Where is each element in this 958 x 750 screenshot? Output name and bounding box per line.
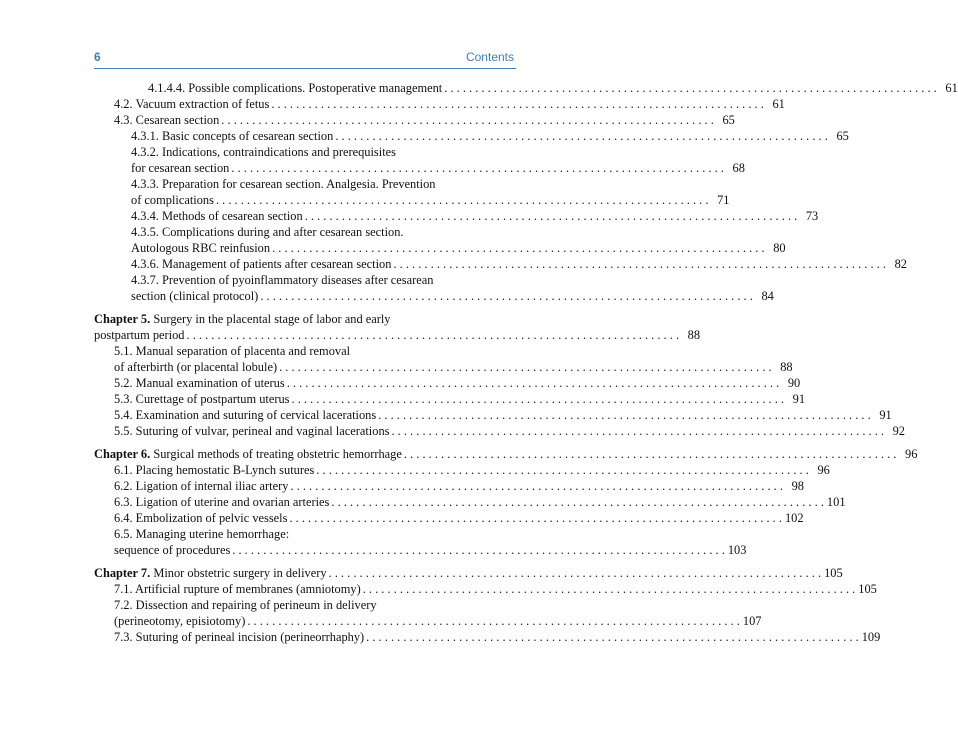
leader-dots: . . . . . . . . . . . . . . . . . . . . . . . . . . . . . . . . . . . . . . . . . . . . . . . . . . . . . . . . . . . . . . . . . . . . . . . . . . . . . . . . [272,241,765,255]
leader-dots: . . . . . . . . . . . . . . . . . . . . . . . . . . . . . . . . . . . . . . . . . . . . . . . . . . . . . . . . . . . . . . . . . . . . . . . . . . . . . . . . [291,392,785,406]
spacer [94,558,516,565]
toc-entry: of complications . . . . . . . . . . . . . . . . . . . . . . . . . . . . . . . . . . . . . . . . . . . . . . . . . . . . . . . . . . . . . . . . . . . . . . . . . . . . . . . . 71 [131,193,730,207]
toc-page: 82 [894,257,907,271]
leader-dots: . . . . . . . . . . . . . . . . . . . . . . . . . . . . . . . . . . . . . . . . . . . . . . . . . . . . . . . . . . . . . . . . . . . . . . . . . . . . . . . . [221,113,714,127]
leader-dots: . . . . . . . . . . . . . . . . . . . . . . . . . . . . . . . . . . . . . . . . . . . . . . . . . . . . . . . . . . . . . . . . . . . . . . . . . . . . . . . . [232,543,725,557]
leader-dots: . . . . . . . . . . . . . . . . . . . . . . . . . . . . . . . . . . . . . . . . . . . . . . . . . . . . . . . . . . . . . . . . . . . . . . . . . . . . . . . . [279,360,772,374]
leader-dots: . . . . . . . . . . . . . . . . . . . . . . . . . . . . . . . . . . . . . . . . . . . . . . . . . . . . . . . . . . . . . . . . . . . . . . . . . . . . . . . . [393,257,886,271]
toc-entry-line: 4.3.3. Preparation for cesarean section. Analgesia. Prevention [131,177,436,191]
chapter-heading: Chapter 7. Minor obstetric surgery in delivery . . . . . . . . . . . . . . . . . . . . . . . . . . . . . . . . . . . . . . . . . . . . . . . . . . . . . . . . . . . . . . . . . . . . . . . . . . . . . . . . 105 [94,566,843,580]
toc-entry: 6.4. Embolization of pelvic vessels . . . . . . . . . . . . . . . . . . . . . . . . . . . . . . . . . . . . . . . . . . . . . . . . . . . . . . . . . . . . . . . . . . . . . . . . . . . . . . . . 102 [114,511,804,525]
toc-entry: 7.1. Artificial rupture of membranes (amniotomy) . . . . . . . . . . . . . . . . . . . . . . . . . . . . . . . . . . . . . . . . . . . . . . . . . . . . . . . . . . . . . . . . . . . . . . . . . . . . . . . . 105 [114,582,877,596]
toc-page: 109 [861,630,881,644]
toc-entry: 7.3. Suturing of perineal incision (perineorrhaphy) . . . . . . . . . . . . . . . . . . . . . . . . . . . . . . . . . . . . . . . . . . . . . . . . . . . . . . . . . . . . . . . . . . . . . . . . . . . . . . . . 109 [114,630,881,644]
toc-entry: 4.2. Vacuum extraction of fetus . . . . . . . . . . . . . . . . . . . . . . . . . . . . . . . . . . . . . . . . . . . . . . . . . . . . . . . . . . . . . . . . . . . . . . . . . . . . . . . . 61 [114,97,785,111]
spacer [94,304,516,311]
toc-page: 92 [892,424,905,438]
leader-dots: . . . . . . . . . . . . . . . . . . . . . . . . . . . . . . . . . . . . . . . . . . . . . . . . . . . . . . . . . . . . . . . . . . . . . . . . . . . . . . . . [289,511,782,525]
toc-page: 88 [780,360,793,374]
toc-entry-line: 5.1. Manual separation of placenta and removal [114,344,351,358]
leader-dots: . . . . . . . . . . . . . . . . . . . . . . . . . . . . . . . . . . . . . . . . . . . . . . . . . . . . . . . . . . . . . . . . . . . . . . . . . . . . . . . . [378,408,871,422]
toc-entry: 5.4. Examination and suturing of cervical lacerations . . . . . . . . . . . . . . . . . . . . . . . . . . . . . . . . . . . . . . . . . . . . . . . . . . . . . . . . . . . . . . . . . . . . . . . . . . . . . . . . 91 [114,408,892,422]
page-number: 6 [94,50,101,64]
toc-page: 84 [761,289,774,303]
running-header [94,50,514,68]
toc-page: 65 [722,113,735,127]
toc-page: 98 [791,479,804,493]
toc-entry: section (clinical protocol) . . . . . . . . . . . . . . . . . . . . . . . . . . . . . . . . . . . . . . . . . . . . . . . . . . . . . . . . . . . . . . . . . . . . . . . . . . . . . . . . 84 [131,289,774,303]
leader-dots: . . . . . . . . . . . . . . . . . . . . . . . . . . . . . . . . . . . . . . . . . . . . . . . . . . . . . . . . . . . . . . . . . . . . . . . . . . . . . . . . [444,81,937,95]
chapter-heading: Chapter 5. Surgery in the placental stage of labor and early [94,312,391,326]
toc-entry: 4.3.4. Methods of cesarean section . . . . . . . . . . . . . . . . . . . . . . . . . . . . . . . . . . . . . . . . . . . . . . . . . . . . . . . . . . . . . . . . . . . . . . . . . . . . . . . . 73 [131,209,819,223]
toc-entry: for cesarean section . . . . . . . . . . . . . . . . . . . . . . . . . . . . . . . . . . . . . . . . . . . . . . . . . . . . . . . . . . . . . . . . . . . . . . . . . . . . . . . . 68 [131,161,745,175]
leader-dots: . . . . . . . . . . . . . . . . . . . . . . . . . . . . . . . . . . . . . . . . . . . . . . . . . . . . . . . . . . . . . . . . . . . . . . . . . . . . . . . . [260,289,753,303]
section-title: Contents [465,50,514,64]
toc-entry: (perineotomy, episiotomy) . . . . . . . . . . . . . . . . . . . . . . . . . . . . . . . . . . . . . . . . . . . . . . . . . . . . . . . . . . . . . . . . . . . . . . . . . . . . . . . . 107 [114,614,762,628]
toc-entry: 5.2. Manual examination of uterus . . . . . . . . . . . . . . . . . . . . . . . . . . . . . . . . . . . . . . . . . . . . . . . . . . . . . . . . . . . . . . . . . . . . . . . . . . . . . . . . 90 [114,376,801,390]
leader-dots: . . . . . . . . . . . . . . . . . . . . . . . . . . . . . . . . . . . . . . . . . . . . . . . . . . . . . . . . . . . . . . . . . . . . . . . . . . . . . . . . [304,209,798,223]
leader-dots: . . . . . . . . . . . . . . . . . . . . . . . . . . . . . . . . . . . . . . . . . . . . . . . . . . . . . . . . . . . . . . . . . . . . . . . . . . . . . . . . [247,614,740,628]
leader-dots: . . . . . . . . . . . . . . . . . . . . . . . . . . . . . . . . . . . . . . . . . . . . . . . . . . . . . . . . . . . . . . . . . . . . . . . . . . . . . . . . [335,129,828,143]
toc-page: 105 [824,566,843,580]
toc-page: 73 [805,209,819,223]
leader-dots: . . . . . . . . . . . . . . . . . . . . . . . . . . . . . . . . . . . . . . . . . . . . . . . . . . . . . . . . . . . . . . . . . . . . . . . . . . . . . . . . [403,447,897,461]
toc-page: 107 [742,614,762,628]
leader-dots: . . . . . . . . . . . . . . . . . . . . . . . . . . . . . . . . . . . . . . . . . . . . . . . . . . . . . . . . . . . . . . . . . . . . . . . . . . . . . . . . [328,566,822,580]
leader-dots: . . . . . . . . . . . . . . . . . . . . . . . . . . . . . . . . . . . . . . . . . . . . . . . . . . . . . . . . . . . . . . . . . . . . . . . . . . . . . . . . [290,479,783,493]
leader-dots: . . . . . . . . . . . . . . . . . . . . . . . . . . . . . . . . . . . . . . . . . . . . . . . . . . . . . . . . . . . . . . . . . . . . . . . . . . . . . . . . [271,97,764,111]
toc-page: 65 [836,129,849,143]
leader-dots: . . . . . . . . . . . . . . . . . . . . . . . . . . . . . . . . . . . . . . . . . . . . . . . . . . . . . . . . . . . . . . . . . . . . . . . . . . . . . . . . [215,193,709,207]
toc-page: 91 [879,408,892,422]
leader-dots: . . . . . . . . . . . . . . . . . . . . . . . . . . . . . . . . . . . . . . . . . . . . . . . . . . . . . . . . . . . . . . . . . . . . . . . . . . . . . . . . [331,495,824,509]
toc-page: 102 [784,511,804,525]
toc-page: 105 [858,582,877,596]
toc-page: 88 [687,328,701,342]
toc-page: 96 [817,463,830,477]
toc-entry: Autologous RBC reinfusion . . . . . . . . . . . . . . . . . . . . . . . . . . . . . . . . . . . . . . . . . . . . . . . . . . . . . . . . . . . . . . . . . . . . . . . . . . . . . . . . 80 [131,241,786,255]
chapter-heading: Chapter 6. Surgical methods of treating obstetric hemorrhage . . . . . . . . . . . . . . . . . . . . . . . . . . . . . . . . . . . . . . . . . . . . . . . . . . . . . . . . . . . . . . . . . . . . . . . . . . . . . . . . 96 [94,447,918,461]
toc-entry: 5.3. Curettage of postpartum uterus . . . . . . . . . . . . . . . . . . . . . . . . . . . . . . . . . . . . . . . . . . . . . . . . . . . . . . . . . . . . . . . . . . . . . . . . . . . . . . . . 91 [114,392,806,406]
header-rule [94,68,516,69]
toc-page: 90 [787,376,801,390]
leader-dots: . . . . . . . . . . . . . . . . . . . . . . . . . . . . . . . . . . . . . . . . . . . . . . . . . . . . . . . . . . . . . . . . . . . . . . . . . . . . . . . . [391,424,884,438]
toc-page: 80 [773,241,786,255]
chapter-label: Chapter 7. [94,566,151,580]
toc-entry: 6.2. Ligation of internal iliac artery . . . . . . . . . . . . . . . . . . . . . . . . . . . . . . . . . . . . . . . . . . . . . . . . . . . . . . . . . . . . . . . . . . . . . . . . . . . . . . . . 98 [114,479,804,493]
toc-entry-line: 7.2. Dissection and repairing of perineum in delivery [114,598,377,612]
leader-dots: . . . . . . . . . . . . . . . . . . . . . . . . . . . . . . . . . . . . . . . . . . . . . . . . . . . . . . . . . . . . . . . . . . . . . . . . . . . . . . . . [186,328,680,342]
toc-page: 68 [732,161,745,175]
toc-page: 71 [717,193,730,207]
toc-entry-line: 4.3.5. Complications during and after cesarean section. [131,225,404,239]
toc-entry: 4.1.4.4. Possible complications. Postoperative management . . . . . . . . . . . . . . . . . . . . . . . . . . . . . . . . . . . . . . . . . . . . . . . . . . . . . . . . . . . . . . . . . . . . . . . . . . . . . . . . 61 [148,81,958,95]
toc-entry: of afterbirth (or placental lobule) . . . . . . . . . . . . . . . . . . . . . . . . . . . . . . . . . . . . . . . . . . . . . . . . . . . . . . . . . . . . . . . . . . . . . . . . . . . . . . . . 88 [114,360,793,374]
toc-page: 101 [826,495,846,509]
leader-dots: . . . . . . . . . . . . . . . . . . . . . . . . . . . . . . . . . . . . . . . . . . . . . . . . . . . . . . . . . . . . . . . . . . . . . . . . . . . . . . . . [362,582,856,596]
leader-dots: . . . . . . . . . . . . . . . . . . . . . . . . . . . . . . . . . . . . . . . . . . . . . . . . . . . . . . . . . . . . . . . . . . . . . . . . . . . . . . . . [231,161,724,175]
toc-page: 96 [905,447,918,461]
toc-entry: sequence of procedures . . . . . . . . . . . . . . . . . . . . . . . . . . . . . . . . . . . . . . . . . . . . . . . . . . . . . . . . . . . . . . . . . . . . . . . . . . . . . . . . 103 [114,543,747,557]
leader-dots: . . . . . . . . . . . . . . . . . . . . . . . . . . . . . . . . . . . . . . . . . . . . . . . . . . . . . . . . . . . . . . . . . . . . . . . . . . . . . . . . [286,376,780,390]
toc-entry-line: 4.3.2. Indications, contraindications and prerequisites [131,145,396,159]
toc-entry: 6.1. Placing hemostatic B-Lynch sutures . . . . . . . . . . . . . . . . . . . . . . . . . . . . . . . . . . . . . . . . . . . . . . . . . . . . . . . . . . . . . . . . . . . . . . . . . . . . . . . . 96 [114,463,830,477]
toc-page: 91 [792,392,806,406]
toc-entry: 6.3. Ligation of uterine and ovarian arteries . . . . . . . . . . . . . . . . . . . . . . . . . . . . . . . . . . . . . . . . . . . . . . . . . . . . . . . . . . . . . . . . . . . . . . . . . . . . . . . . 101 [114,495,846,509]
leader-dots: . . . . . . . . . . . . . . . . . . . . . . . . . . . . . . . . . . . . . . . . . . . . . . . . . . . . . . . . . . . . . . . . . . . . . . . . . . . . . . . . [366,630,859,644]
toc-entry: 4.3.6. Management of patients after cesarean section . . . . . . . . . . . . . . . . . . . . . . . . . . . . . . . . . . . . . . . . . . . . . . . . . . . . . . . . . . . . . . . . . . . . . . . . . . . . . . . . 82 [131,257,907,271]
chapter-label: Chapter 5. [94,312,151,326]
toc-page: 61 [772,97,785,111]
chapter-label: Chapter 6. [94,447,151,461]
toc-page: 103 [727,543,747,557]
toc-entry: 4.3. Cesarean section . . . . . . . . . . . . . . . . . . . . . . . . . . . . . . . . . . . . . . . . . . . . . . . . . . . . . . . . . . . . . . . . . . . . . . . . . . . . . . . . 65 [114,113,735,127]
leader-dots: . . . . . . . . . . . . . . . . . . . . . . . . . . . . . . . . . . . . . . . . . . . . . . . . . . . . . . . . . . . . . . . . . . . . . . . . . . . . . . . . [316,463,809,477]
table-of-contents [94,80,958,645]
toc-entry-line: 4.3.7. Prevention of pyoinflammatory diseases after cesarean [131,273,434,287]
toc-entry: 4.3.1. Basic concepts of cesarean section . . . . . . . . . . . . . . . . . . . . . . . . . . . . . . . . . . . . . . . . . . . . . . . . . . . . . . . . . . . . . . . . . . . . . . . . . . . . . . . . 65 [131,129,849,143]
toc-entry: 5.5. Suturing of vulvar, perineal and vaginal lacerations . . . . . . . . . . . . . . . . . . . . . . . . . . . . . . . . . . . . . . . . . . . . . . . . . . . . . . . . . . . . . . . . . . . . . . . . . . . . . . . . 92 [114,424,905,438]
toc-page: 61 [945,81,958,95]
toc-entry: postpartum period . . . . . . . . . . . . . . . . . . . . . . . . . . . . . . . . . . . . . . . . . . . . . . . . . . . . . . . . . . . . . . . . . . . . . . . . . . . . . . . . 88 [94,328,701,342]
spacer [94,439,516,446]
toc-entry-line: 6.5. Managing uterine hemorrhage: [114,527,290,541]
